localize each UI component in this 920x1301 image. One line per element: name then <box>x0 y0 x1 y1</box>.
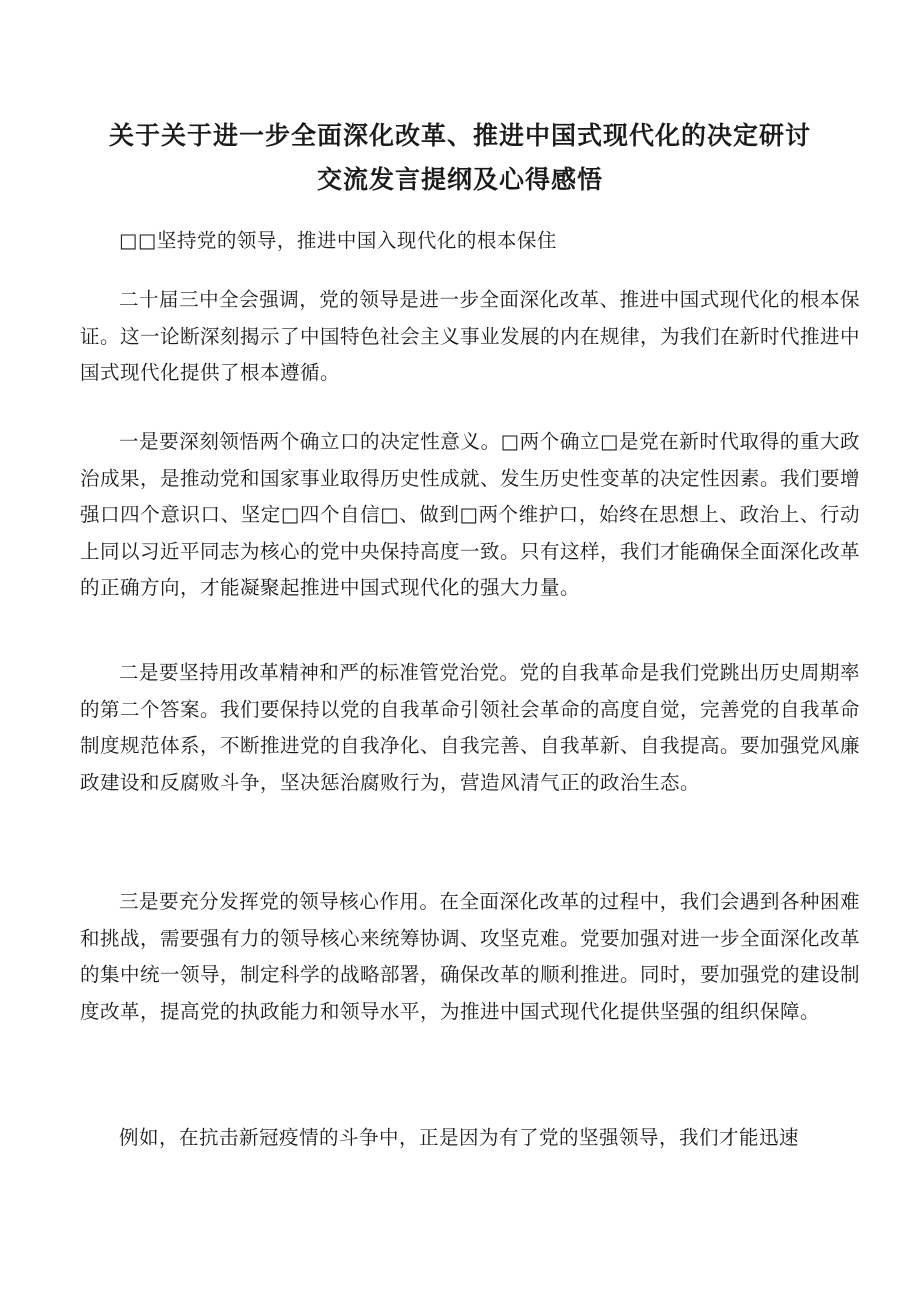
body-paragraph-2: 一是要深刻领悟两个确立口的决定性意义。□两个确立□是党在新时代取得的重大政治成果，是推动党和国家事业取得历史性成就、发生历史性变革的决定性因素。我们要增强口四个意识口、坚定□四个自信□、做到□两个维护口，始终在思想上、政治上、行动上同以习近平同志为核心的党中央保持高度一致。只有这样，我们才能确保全面深化改革的正确方向，才能凝聚起推进中国式现代化的强大力量。 <box>80 430 861 599</box>
section-heading: □□坚持党的领导，推进中国入现代化的根本保住 <box>119 229 557 252</box>
body-paragraph-4: 三是要充分发挥党的领导核心作用。在全面深化改革的过程中，我们会遇到各种困难和挑战，需要强有力的领导核心来统筹协调、攻坚克难。党要加强对进一步全面深化改革的集中统一领导，制定科学的战略部署，确保改革的顺利推进。同时，要加强党的建设制度改革，提高党的执政能力和领导水平，为推进中国式现代化提供坚强的组织保障。 <box>80 890 861 1023</box>
document-title-line-1: 关于关于进一步全面深化改革、推进中国式现代化的决定研讨 <box>108 121 811 150</box>
body-paragraph-1: 二十届三中全会强调，党的领导是进一步全面深化改革、推进中国式现代化的根本保证。这一论断深刻揭示了中国特色社会主义事业发展的内在规律，为我们在新时代推进中国式现代化提供了根本遵循。 <box>80 288 861 384</box>
document-title-line-2: 交流发言提纲及心得感悟 <box>316 165 603 194</box>
body-paragraph-5: 例如，在抗击新冠疫情的斗争中，正是因为有了党的坚强领导，我们才能迅速 <box>119 1126 800 1149</box>
body-paragraph-3: 二是要坚持用改革精神和严的标准管党治党。党的自我革命是我们党跳出历史周期率的第二个答案。我们要保持以党的自我革命引领社会革命的高度自觉，完善党的自我革命制度规范体系，不断推进党的自我净化、自我完善、自我革新、自我提高。要加强党风廉政建设和反腐败斗争，坚决惩治腐败行为，营造风清气正的政治生态。 <box>80 661 861 794</box>
